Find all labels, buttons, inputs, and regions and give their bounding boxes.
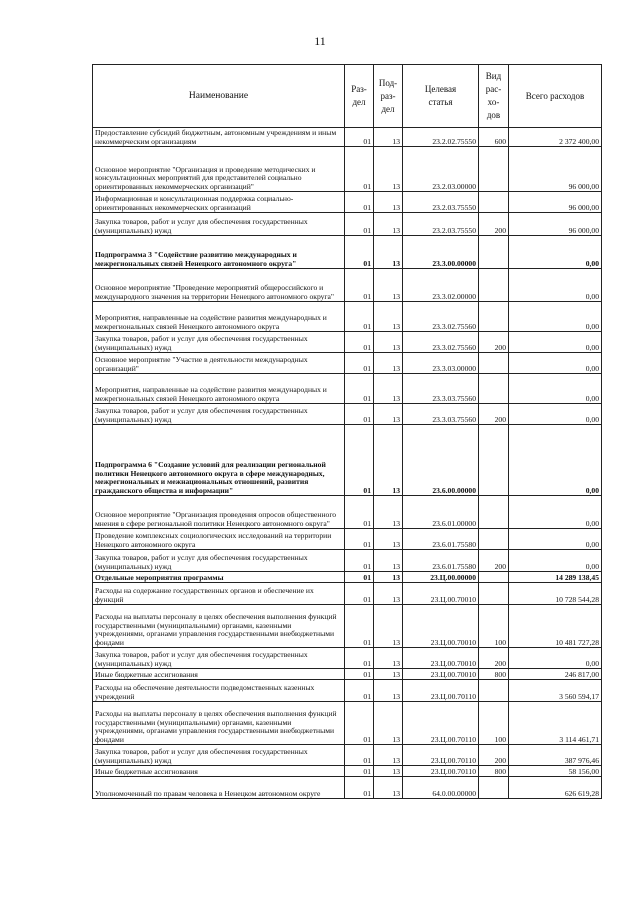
row-razdel-cell: 01 (345, 236, 374, 269)
row-name-cell: Основное мероприятие "Участие в деятельности международных организаций" (93, 353, 345, 374)
row-razdel-cell: 01 (345, 269, 374, 302)
row-total-cell: 0,00 (509, 269, 602, 302)
row-total-cell: 0,00 (509, 529, 602, 550)
row-name-cell: Закупка товаров, работ и услуг для обеспечения государственных (муниципальных) нужд (93, 648, 345, 669)
table-row (93, 332, 602, 353)
row-target-article-cell: 23.Ц.00.70010 (403, 583, 479, 605)
row-expense-type-cell (479, 374, 509, 404)
header-razdel-label: Раз- дел (351, 84, 367, 107)
row-expense-type-cell (479, 496, 509, 529)
table-row (93, 550, 602, 572)
row-razdel-cell: 01 (345, 353, 374, 374)
row-expense-type-cell: 600 (479, 128, 509, 147)
row-name-cell: Подпрограмма 6 "Создание условий для реализации региональной политики Ненецкого автономного округа в сфере международных, межрегиональных и межнациональных отношений, развития гражданского общества и информации" (93, 425, 345, 496)
row-expense-type-cell (479, 147, 509, 192)
row-target-article-cell: 23.Ц.00.70110 (403, 766, 479, 777)
row-name-cell: Закупка товаров, работ и услуг для обеспечения государственных (муниципальных) нужд (93, 332, 345, 353)
table-row (93, 648, 602, 669)
row-name-cell: Основное мероприятие "Проведение мероприятий общероссийского и международного значения на территории Ненецкого автономного округа" (93, 269, 345, 302)
row-expense-type-cell (479, 583, 509, 605)
row-name-cell: Подпрограмма 3 "Содействие развитию международных и межрегиональных связей Ненецкого автономного округа" (93, 236, 345, 269)
row-expense-type-cell (479, 269, 509, 302)
header-celevaya-label: Целевая статья (424, 84, 457, 107)
row-podrazdel-cell: 13 (374, 213, 403, 236)
row-target-article-cell: 23.Ц.00.70010 (403, 648, 479, 669)
table-row (93, 128, 602, 147)
row-podrazdel-cell: 13 (374, 702, 403, 745)
header-name (93, 65, 345, 128)
row-name-cell: Иные бюджетные ассигнования (93, 669, 345, 680)
row-total-cell: 0,00 (509, 236, 602, 269)
row-expense-type-cell: 100 (479, 605, 509, 648)
row-podrazdel-cell: 13 (374, 648, 403, 669)
row-total-cell: 0,00 (509, 404, 602, 425)
row-podrazdel-cell: 13 (374, 745, 403, 766)
row-target-article-cell: 23.6.00.00000 (403, 425, 479, 496)
row-total-cell: 626 619,28 (509, 777, 602, 799)
row-expense-type-cell: 800 (479, 669, 509, 680)
budget-table (92, 64, 602, 799)
row-expense-type-cell: 200 (479, 404, 509, 425)
row-expense-type-cell: 200 (479, 648, 509, 669)
row-razdel-cell: 01 (345, 128, 374, 147)
row-razdel-cell: 01 (345, 648, 374, 669)
table-row (93, 777, 602, 799)
row-target-article-cell: 23.3.03.75560 (403, 404, 479, 425)
row-podrazdel-cell: 13 (374, 404, 403, 425)
row-podrazdel-cell: 13 (374, 425, 403, 496)
header-vid (479, 65, 509, 128)
row-expense-type-cell (479, 425, 509, 496)
row-name-cell: Отдельные мероприятия программы (93, 572, 345, 583)
row-expense-type-cell (479, 302, 509, 332)
table-row (93, 404, 602, 425)
row-name-cell: Закупка товаров, работ и услуг для обеспечения государственных (муниципальных) нужд (93, 213, 345, 236)
row-podrazdel-cell: 13 (374, 777, 403, 799)
row-podrazdel-cell: 13 (374, 192, 403, 213)
row-target-article-cell: 23.2.03.75550 (403, 213, 479, 236)
row-total-cell: 0,00 (509, 353, 602, 374)
table-row (93, 147, 602, 192)
row-expense-type-cell (479, 777, 509, 799)
page-number: 11 (314, 34, 326, 48)
row-razdel-cell: 01 (345, 583, 374, 605)
row-target-article-cell: 23.2.03.75550 (403, 192, 479, 213)
row-podrazdel-cell: 13 (374, 269, 403, 302)
table-row (93, 583, 602, 605)
table-row (93, 302, 602, 332)
row-target-article-cell: 23.Ц.00.70010 (403, 669, 479, 680)
row-expense-type-cell (479, 572, 509, 583)
header-name-label: Наименование (188, 90, 249, 101)
header-podrazdel (374, 65, 403, 128)
row-total-cell: 10 728 544,28 (509, 583, 602, 605)
table-row (93, 425, 602, 496)
row-podrazdel-cell: 13 (374, 605, 403, 648)
header-total-label: Всего расходов (525, 90, 585, 101)
row-razdel-cell: 01 (345, 332, 374, 353)
row-total-cell: 96 000,00 (509, 192, 602, 213)
row-razdel-cell: 01 (345, 680, 374, 702)
table-row (93, 766, 602, 777)
row-expense-type-cell (479, 353, 509, 374)
table-row (93, 572, 602, 583)
row-total-cell: 387 976,46 (509, 745, 602, 766)
row-expense-type-cell (479, 236, 509, 269)
row-podrazdel-cell: 13 (374, 353, 403, 374)
row-razdel-cell: 01 (345, 302, 374, 332)
row-name-cell: Иные бюджетные ассигнования (93, 766, 345, 777)
row-target-article-cell: 23.3.02.75560 (403, 332, 479, 353)
row-podrazdel-cell: 13 (374, 496, 403, 529)
row-name-cell: Информационная и консультационная поддержка социально-ориентированных некоммерческих организаций (93, 192, 345, 213)
row-name-cell: Расходы на содержание государственных органов и обеспечение их функций (93, 583, 345, 605)
row-razdel-cell: 01 (345, 404, 374, 425)
row-expense-type-cell: 200 (479, 332, 509, 353)
table-body (93, 128, 602, 799)
row-target-article-cell: 23.2.02.75550 (403, 128, 479, 147)
row-total-cell: 14 289 138,45 (509, 572, 602, 583)
row-name-cell: Закупка товаров, работ и услуг для обеспечения государственных (муниципальных) нужд (93, 550, 345, 572)
row-name-cell: Основное мероприятие "Организация проведения опросов общественного мнения в сфере региональной политики Ненецкого автономного округа" (93, 496, 345, 529)
row-podrazdel-cell: 13 (374, 147, 403, 192)
row-razdel-cell: 01 (345, 702, 374, 745)
row-name-cell: Расходы на выплаты персоналу в целях обеспечения выполнения функций государственными (муниципальными) органами, казенными учреждениями, органами управления государственными внебюджетными фондами (93, 605, 345, 648)
row-name-cell: Предоставление субсидий бюджетным, автономным учреждениям и иным некоммерческим организациям (93, 128, 345, 147)
row-target-article-cell: 64.0.00.00000 (403, 777, 479, 799)
row-razdel-cell: 01 (345, 192, 374, 213)
row-name-cell: Закупка товаров, работ и услуг для обеспечения государственных (муниципальных) нужд (93, 745, 345, 766)
table-row (93, 605, 602, 648)
row-total-cell: 10 481 727,28 (509, 605, 602, 648)
row-target-article-cell: 23.6.01.75580 (403, 529, 479, 550)
row-target-article-cell: 23.6.01.75580 (403, 550, 479, 572)
row-expense-type-cell: 200 (479, 213, 509, 236)
header-celevaya (403, 65, 479, 128)
row-razdel-cell: 01 (345, 550, 374, 572)
table-row (93, 669, 602, 680)
table-row (93, 745, 602, 766)
table-row (93, 353, 602, 374)
row-razdel-cell: 01 (345, 147, 374, 192)
table-row (93, 702, 602, 745)
row-expense-type-cell (479, 192, 509, 213)
row-target-article-cell: 23.Ц.00.00000 (403, 572, 479, 583)
row-name-cell: Мероприятия, направленные на содействие развития международных и межрегиональных связей Ненецкого автономного округа (93, 302, 345, 332)
row-target-article-cell: 23.Ц.00.70010 (403, 605, 479, 648)
row-expense-type-cell: 800 (479, 766, 509, 777)
row-podrazdel-cell: 13 (374, 572, 403, 583)
row-name-cell: Проведение комплексных социологических исследований на территории Ненецкого автономного округа (93, 529, 345, 550)
row-expense-type-cell (479, 680, 509, 702)
table-row (93, 213, 602, 236)
row-total-cell: 0,00 (509, 550, 602, 572)
row-target-article-cell: 23.3.00.00000 (403, 236, 479, 269)
row-podrazdel-cell: 13 (374, 680, 403, 702)
row-razdel-cell: 01 (345, 766, 374, 777)
row-total-cell: 0,00 (509, 332, 602, 353)
row-podrazdel-cell: 13 (374, 583, 403, 605)
header-razdel (345, 65, 374, 128)
row-total-cell: 246 817,00 (509, 669, 602, 680)
row-total-cell: 58 156,00 (509, 766, 602, 777)
row-razdel-cell: 01 (345, 745, 374, 766)
table-header-row (93, 65, 602, 128)
table-row (93, 269, 602, 302)
row-razdel-cell: 01 (345, 572, 374, 583)
row-total-cell: 0,00 (509, 302, 602, 332)
row-expense-type-cell: 200 (479, 745, 509, 766)
table-row (93, 236, 602, 269)
row-total-cell: 3 114 461,71 (509, 702, 602, 745)
row-target-article-cell: 23.3.02.00000 (403, 269, 479, 302)
row-expense-type-cell: 100 (479, 702, 509, 745)
row-podrazdel-cell: 13 (374, 529, 403, 550)
row-razdel-cell: 01 (345, 213, 374, 236)
row-total-cell: 0,00 (509, 496, 602, 529)
row-podrazdel-cell: 13 (374, 332, 403, 353)
row-target-article-cell: 23.Ц.00.70110 (403, 745, 479, 766)
row-name-cell: Расходы на обеспечение деятельности подведомственных казенных учреждений (93, 680, 345, 702)
row-target-article-cell: 23.3.03.75560 (403, 374, 479, 404)
row-name-cell: Расходы на выплаты персоналу в целях обеспечения выполнения функций государственными (муниципальными) органами, казенными учреждениями, органами управления государственными внебюджетными фондами (93, 702, 345, 745)
row-razdel-cell: 01 (345, 605, 374, 648)
row-podrazdel-cell: 13 (374, 374, 403, 404)
row-podrazdel-cell: 13 (374, 302, 403, 332)
header-total (509, 65, 602, 128)
row-name-cell: Уполномоченный по правам человека в Ненецком автономном округе (93, 777, 345, 799)
row-total-cell: 2 372 400,00 (509, 128, 602, 147)
row-razdel-cell: 01 (345, 374, 374, 404)
row-name-cell: Основное мероприятие "Организация и проведение методических и консультационных мероприятий для представителей социально ориентированных некоммерческих организаций" (93, 147, 345, 192)
row-target-article-cell: 23.6.01.00000 (403, 496, 479, 529)
row-podrazdel-cell: 13 (374, 236, 403, 269)
row-razdel-cell: 01 (345, 496, 374, 529)
row-total-cell: 0,00 (509, 648, 602, 669)
row-total-cell: 96 000,00 (509, 147, 602, 192)
row-name-cell: Закупка товаров, работ и услуг для обеспечения государственных (муниципальных) нужд (93, 404, 345, 425)
row-razdel-cell: 01 (345, 425, 374, 496)
row-target-article-cell: 23.3.02.75560 (403, 302, 479, 332)
row-total-cell: 0,00 (509, 374, 602, 404)
row-podrazdel-cell: 13 (374, 128, 403, 147)
row-expense-type-cell (479, 529, 509, 550)
row-total-cell: 3 560 594,17 (509, 680, 602, 702)
row-target-article-cell: 23.3.03.00000 (403, 353, 479, 374)
row-podrazdel-cell: 13 (374, 669, 403, 680)
row-name-cell: Мероприятия, направленные на содействие развития международных и межрегиональных связей Ненецкого автономного округа (93, 374, 345, 404)
table-row (93, 374, 602, 404)
header-podrazdel-label: Под- раз- дел (378, 77, 398, 114)
row-razdel-cell: 01 (345, 777, 374, 799)
row-target-article-cell: 23.2.03.00000 (403, 147, 479, 192)
row-total-cell: 96 000,00 (509, 213, 602, 236)
header-vid-label: Вид рас- хо- дов (485, 71, 502, 120)
row-razdel-cell: 01 (345, 669, 374, 680)
row-target-article-cell: 23.Ц.00.70110 (403, 702, 479, 745)
row-podrazdel-cell: 13 (374, 550, 403, 572)
table-row (93, 192, 602, 213)
row-razdel-cell: 01 (345, 529, 374, 550)
table-row (93, 529, 602, 550)
row-expense-type-cell: 200 (479, 550, 509, 572)
table-row (93, 496, 602, 529)
table-row (93, 680, 602, 702)
row-podrazdel-cell: 13 (374, 766, 403, 777)
row-target-article-cell: 23.Ц.00.70110 (403, 680, 479, 702)
row-total-cell: 0,00 (509, 425, 602, 496)
